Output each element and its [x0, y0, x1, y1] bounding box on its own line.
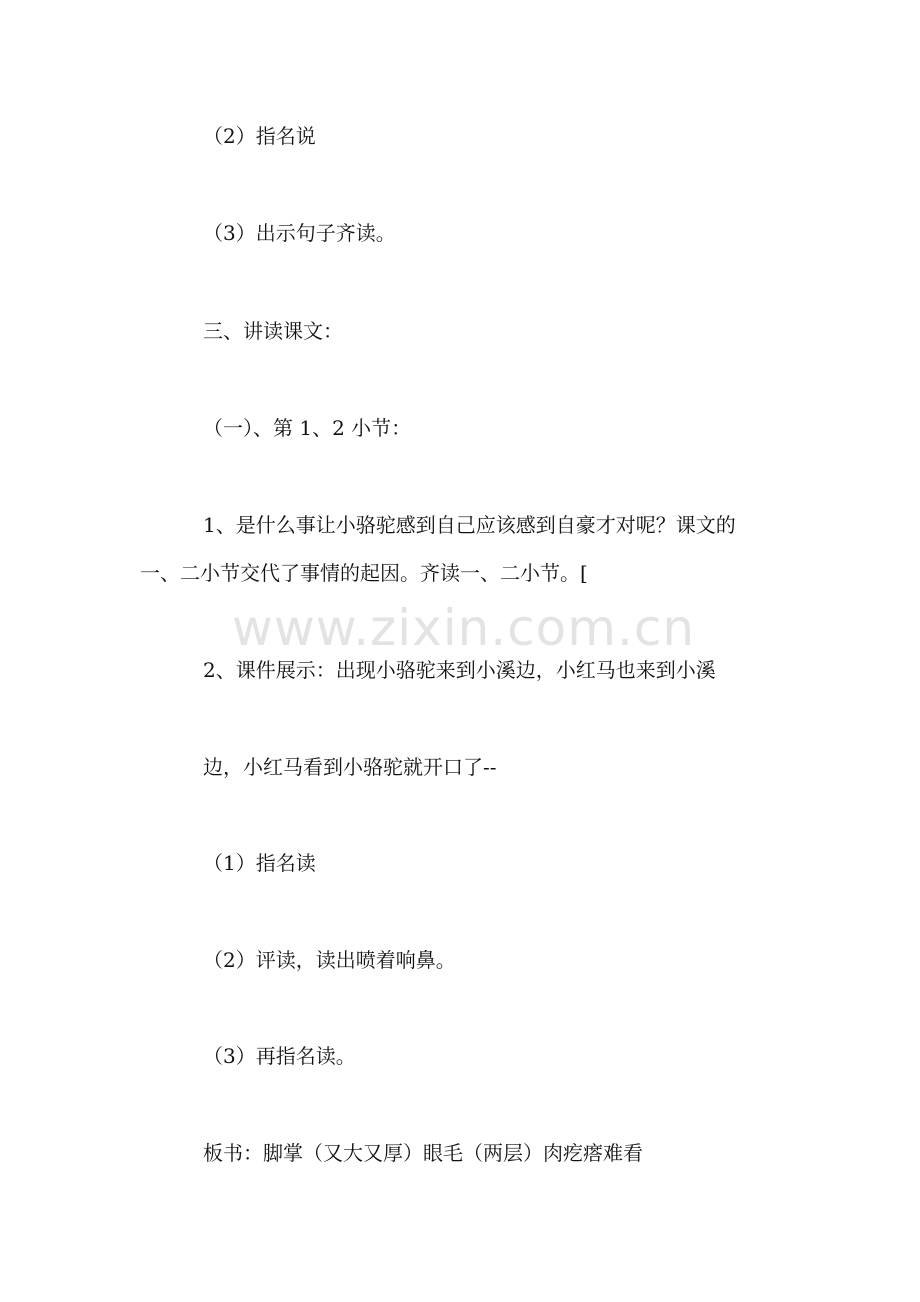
section-heading: 三、讲读课文：	[203, 319, 343, 343]
subsection-heading: （一）、第 1、2 小节：	[203, 416, 412, 440]
text-line-1: （2）指名说	[203, 124, 316, 148]
blackboard-writing: 板书：脚掌（又大又厚）眼毛（两层）肉疙瘩难看	[203, 1141, 643, 1165]
paragraph-2-line-2: 边，小红马看到小骆驼就开口了--	[203, 755, 497, 779]
paragraph-2-line-1: 2、课件展示：出现小骆驼来到小溪边，小红马也来到小溪	[203, 658, 716, 682]
text-line-2: （3）出示句子齐读。	[203, 221, 396, 245]
paragraph-1-line-2: 一、二小节交代了事情的起因。齐读一、二小节。[	[140, 561, 588, 585]
text-line-11: （3）再指名读。	[203, 1044, 356, 1068]
paragraph-1-line-1: 1、是什么事让小骆驼感到自己应该感到自豪才对呢？课文的	[203, 513, 736, 537]
text-line-9: （1）指名读	[203, 851, 316, 875]
text-line-10: （2）评读，读出喷着响鼻。	[203, 948, 456, 972]
watermark: www.zixin.com.cn	[232, 599, 696, 657]
